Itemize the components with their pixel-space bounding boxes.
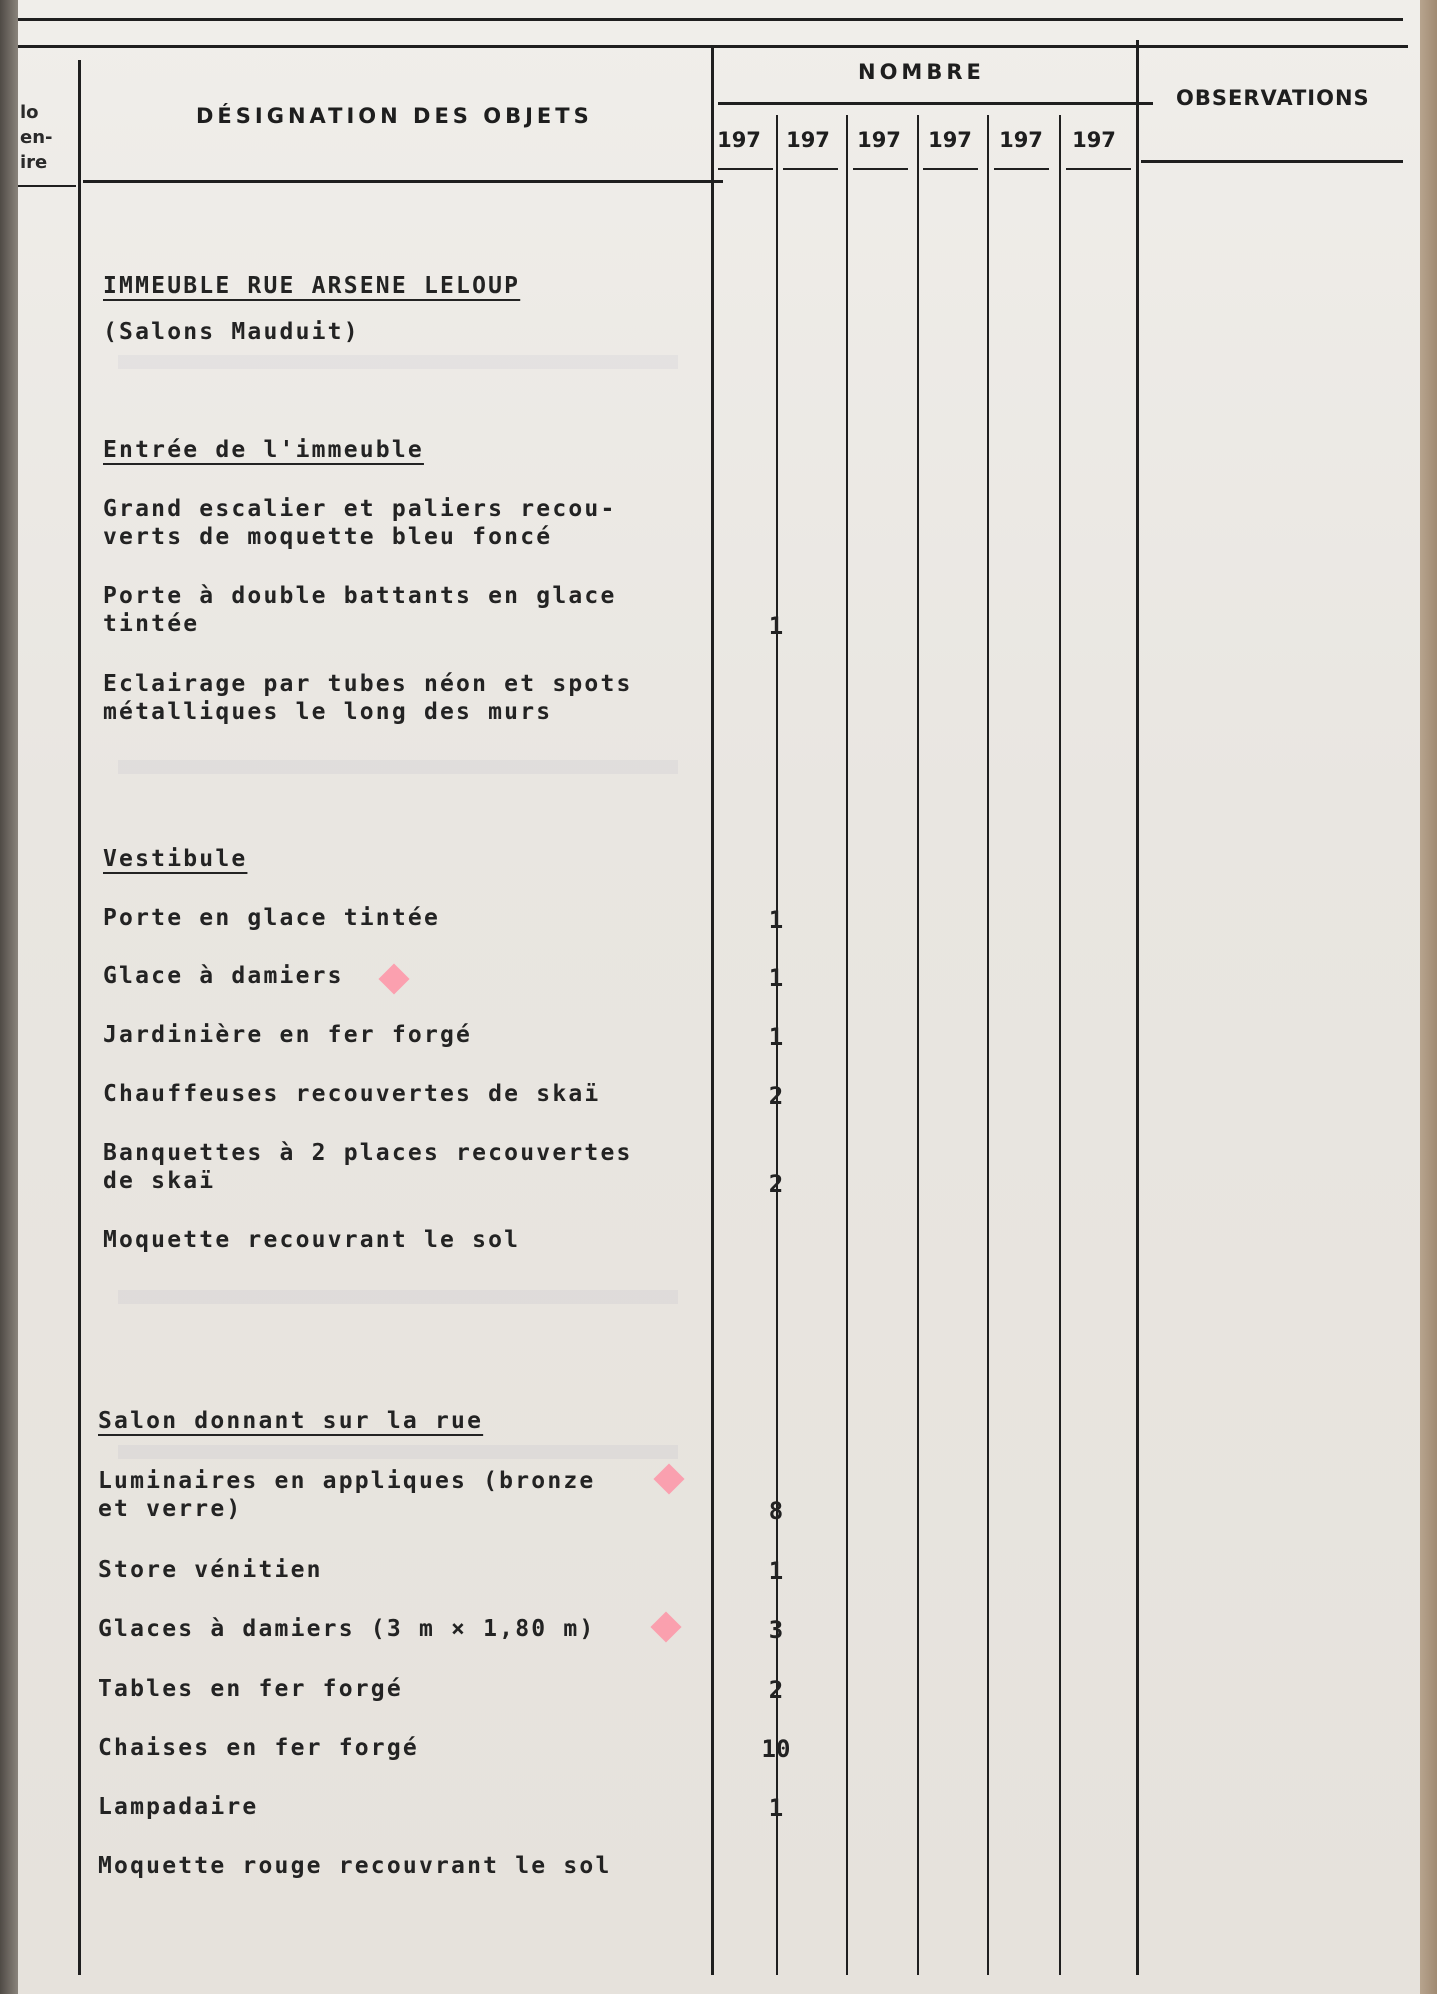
inventory-page — [18, 0, 1420, 1994]
item-designation: Tables en fer forgé — [98, 1676, 403, 1702]
item-designation: Glace à damiers — [103, 963, 344, 989]
item-designation: Porte à double battants en glace tintée — [103, 583, 617, 637]
top-rule — [18, 18, 1403, 21]
bleed-through — [118, 1290, 678, 1304]
year-label: 197 — [786, 128, 830, 152]
year-label: 197 — [928, 128, 972, 152]
item-designation: Moquette recouvrant le sol — [103, 1227, 521, 1253]
item-designation: Jardinière en fer forgé — [103, 1022, 473, 1048]
header-bottom-rule — [18, 185, 76, 187]
item-designation: Chaises en fer forgé — [98, 1735, 419, 1761]
year-rule — [853, 168, 908, 170]
item-quantity: 3 — [768, 1616, 784, 1644]
section-title: Salon donnant sur la rue — [98, 1408, 484, 1434]
item-designation: Eclairage par tubes néon et spots métalliques le long des murs — [103, 671, 633, 725]
year-column-rule — [987, 115, 989, 1975]
nombre-header: NOMBRE — [858, 60, 985, 84]
item-quantity: 1 — [768, 906, 784, 934]
section-title: IMMEUBLE RUE ARSENE LELOUP — [103, 273, 521, 299]
item-designation: Grand escalier et paliers recou- verts de moquette bleu foncé — [103, 496, 617, 550]
item-designation: Moquette rouge recouvrant le sol — [98, 1853, 612, 1879]
item-quantity: 1 — [768, 964, 784, 992]
column-rule — [78, 60, 81, 1975]
observations-header: OBSERVATIONS — [1176, 86, 1370, 110]
item-designation: Porte en glace tintée — [103, 905, 440, 931]
year-rule — [1066, 168, 1131, 170]
bleed-through — [118, 355, 678, 369]
column-rule — [1136, 40, 1139, 1975]
section-subtitle: (Salons Mauduit) — [103, 319, 360, 345]
item-quantity: 2 — [768, 1676, 784, 1704]
nombre-rule — [718, 102, 1153, 105]
bleed-through — [118, 1445, 678, 1459]
bleed-through — [118, 760, 678, 774]
year-column-rule — [846, 115, 848, 1975]
year-column-rule — [917, 115, 919, 1975]
section-title: Vestibule — [103, 846, 248, 872]
item-designation: Banquettes à 2 places recouvertes de skaï — [103, 1140, 633, 1194]
background-table — [1420, 0, 1437, 1994]
item-quantity: 2 — [768, 1170, 784, 1198]
designation-header: DÉSIGNATION DES OBJETS — [196, 104, 593, 128]
item-quantity: 8 — [768, 1497, 784, 1525]
year-label: 197 — [717, 128, 761, 152]
page-edge-left — [0, 0, 18, 1994]
item-designation: Store vénitien — [98, 1557, 323, 1583]
year-label: 197 — [999, 128, 1043, 152]
year-label: 197 — [857, 128, 901, 152]
year-rule — [923, 168, 978, 170]
item-designation: Glaces à damiers (3 m × 1,80 m) — [98, 1616, 596, 1642]
item-designation: Chauffeuses recouvertes de skaï — [103, 1081, 601, 1107]
year-column-rule — [1059, 115, 1061, 1975]
year-rule — [783, 168, 838, 170]
item-quantity: 2 — [768, 1082, 784, 1110]
item-designation: Luminaires en appliques (bronze et verre) — [98, 1468, 596, 1522]
year-label: 197 — [1072, 128, 1116, 152]
item-quantity: 1 — [768, 1557, 784, 1585]
item-quantity: 10 — [761, 1735, 791, 1763]
section-title: Entrée de l'immeuble — [103, 437, 424, 463]
cut-off-column-label: lo en- ire — [20, 102, 53, 173]
year-rule — [994, 168, 1049, 170]
item-quantity: 1 — [768, 1794, 784, 1822]
year-rule — [718, 168, 773, 170]
header-bottom-rule — [83, 180, 723, 183]
item-quantity: 1 — [768, 1023, 784, 1051]
item-quantity: 1 — [768, 612, 784, 640]
observations-rule — [1141, 160, 1403, 163]
item-designation: Lampadaire — [98, 1794, 259, 1820]
